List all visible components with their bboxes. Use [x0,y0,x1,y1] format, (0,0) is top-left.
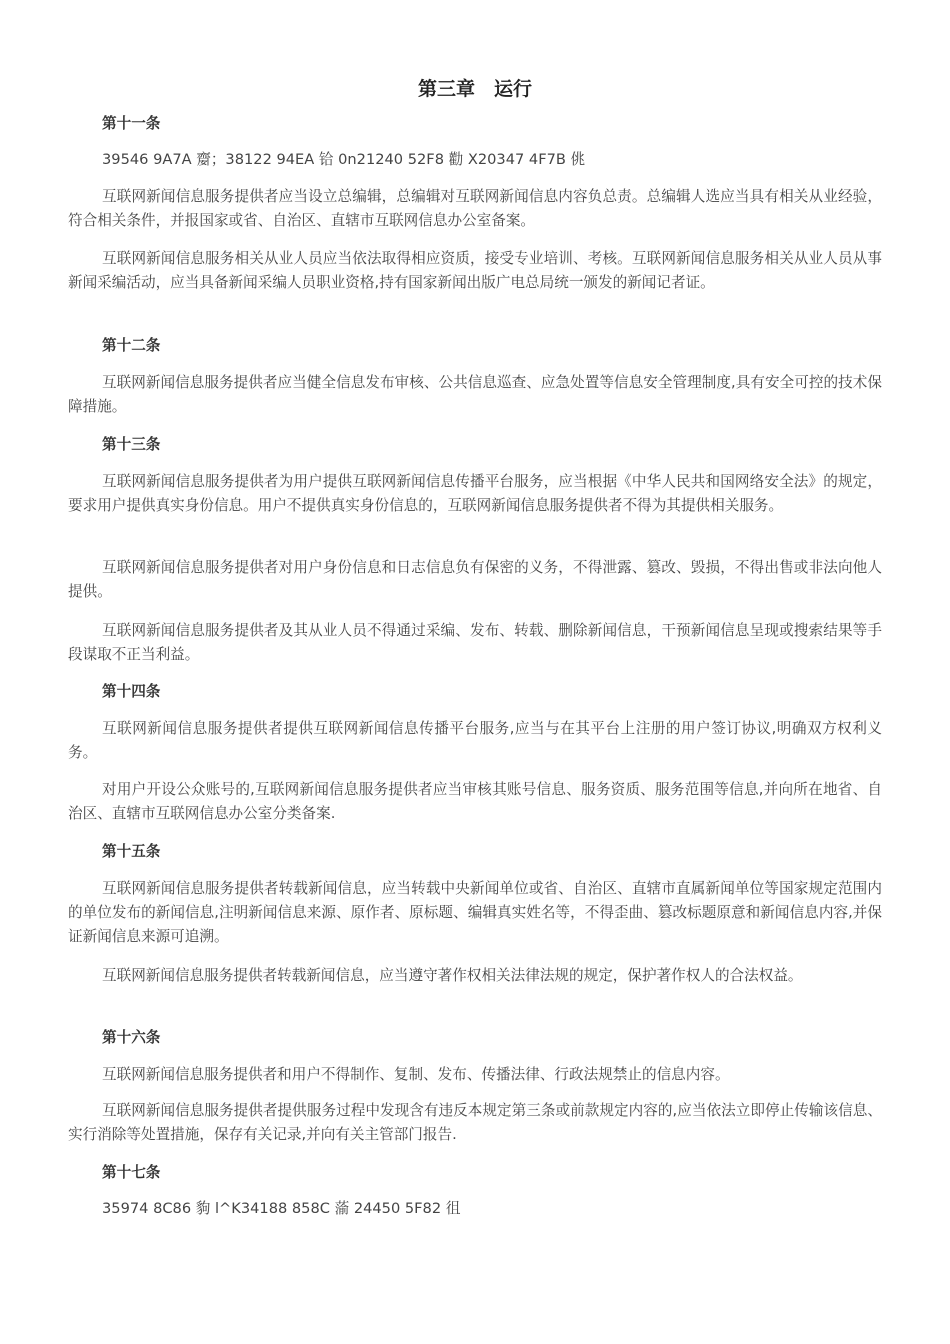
article-heading-15: 第十五条 [102,843,161,860]
article-heading-12: 第十二条 [102,337,161,354]
paragraph: 互联网新闻信息服务提供者对用户身份信息和日志信息负有保密的义务，不得泄露、篡改、毁损，不得出售或非法向他人提供。 [68,559,882,600]
article-heading-11: 第十一条 [102,115,161,132]
garbled-text-line: 39546 9A7A 䶒；38122 94EA 铪 0n21240 52F8 勸 X20347 4F7B 佻 [102,151,586,168]
article-heading-17: 第十七条 [102,1164,161,1181]
paragraph: 互联网新闻信息服务提供者及其从业人员不得通过采编、发布、转载、删除新闻信息，干预新闻信息呈现或搜索结果等手段谋取不正当利益。 [68,622,882,663]
paragraph: 互联网新闻信息服务提供者提供服务过程中发现含有违反本规定第三条或前款规定内容的,应当依法立即停止传输该信息、实行消除等处置措施，保存有关记录,并向有关主管部门报告. [68,1102,882,1143]
article-heading-16: 第十六条 [102,1029,161,1046]
paragraph: 互联网新闻信息服务提供者转载新闻信息，应当转载中央新闻单位或省、自治区、直辖市直属新闻单位等国家规定范围内的单位发布的新闻信息,注明新闻信息来源、原作者、原标题、编辑真实姓名等，不得歪曲、篡改标题原意和新闻信息内容,并保证新闻信息来源可追溯。 [68,880,882,945]
article-heading-13: 第十三条 [102,436,161,453]
paragraph: 互联网新闻信息服务相关从业人员应当依法取得相应资质，接受专业培训、考核。互联网新闻信息服务相关从业人员从事新闻采编活动，应当具备新闻采编人员职业资格,持有国家新闻出版广电总局统一颁发的新闻记者证。 [68,250,882,291]
paragraph: 互联网新闻信息服务提供者为用户提供互联网新闻信息传播平台服务，应当根据《中华人民共和国网络安全法》的规定，要求用户提供真实身份信息。用户不提供真实身份信息的，互联网新闻信息服务提供者不得为其提供相关服务。 [68,473,882,514]
article-heading-14: 第十四条 [102,683,161,700]
paragraph: 对用户开设公众账号的,互联网新闻信息服务提供者应当审核其账号信息、服务资质、服务范围等信息,并向所在地省、自治区、直辖市互联网信息办公室分类备案. [68,781,882,822]
garbled-text-line: 35974 8C86 豿 l^K34188 858C 蕍 24450 5F82 徂 [102,1200,461,1217]
chapter-title: 第三章 运行 [417,78,532,100]
paragraph: 互联网新闻信息服务提供者应当设立总编辑，总编辑对互联网新闻信息内容负总责。总编辑人选应当具有相关从业经验，符合相关条件，并报国家或省、自治区、直辖市互联网信息办公室备案。 [68,188,882,229]
paragraph: 互联网新闻信息服务提供者应当健全信息发布审核、公共信息巡查、应急处置等信息安全管理制度,具有安全可控的技术保障措施。 [68,374,882,415]
paragraph: 互联网新闻信息服务提供者提供互联网新闻信息传播平台服务,应当与在其平台上注册的用户签订协议,明确双方权利义务。 [68,720,882,761]
paragraph: 互联网新闻信息服务提供者和用户不得制作、复制、发布、传播法律、行政法规禁止的信息内容。 [102,1066,730,1083]
paragraph: 互联网新闻信息服务提供者转载新闻信息，应当遵守著作权相关法律法规的规定，保护著作权人的合法权益。 [102,967,803,984]
